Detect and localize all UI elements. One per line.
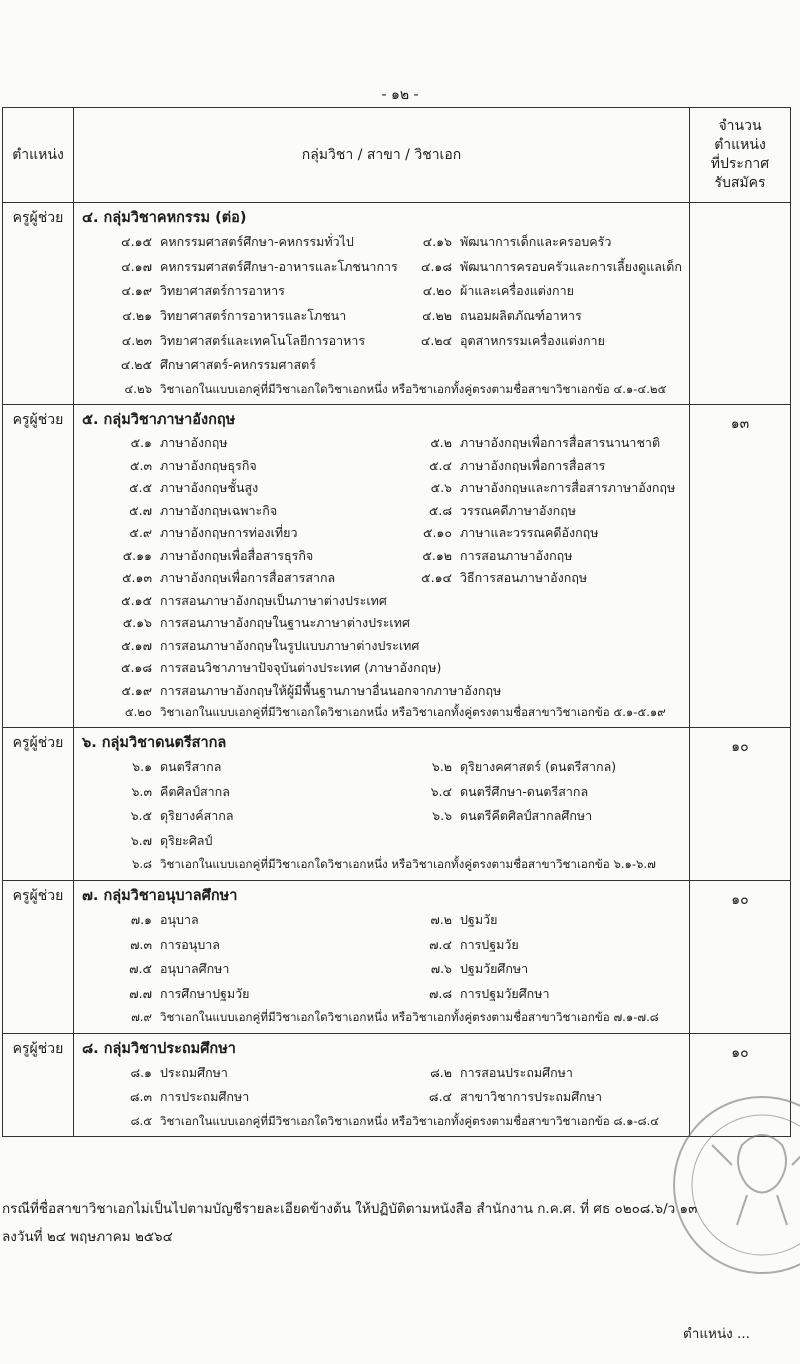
major-number: ๖.๖ — [432, 808, 452, 824]
major-number: ๗.๙ — [131, 1010, 152, 1025]
table-row — [3, 727, 791, 880]
major-number: ๘.๔ — [428, 1089, 452, 1105]
header-count-line: รับสมัคร — [714, 175, 766, 191]
major-text: วิทยาศาสตร์การอาหารและโภชนา — [160, 308, 347, 324]
major-number: ๔.๒๓ — [121, 332, 152, 348]
major-item — [82, 433, 412, 453]
major-number: ๕.๑๔ — [421, 570, 452, 586]
major-text: ภาษาอังกฤษเพื่อสื่อสารธุรกิจ — [160, 547, 314, 563]
major-item — [412, 501, 576, 521]
position-cell: ครูผู้ช่วย — [3, 880, 74, 1033]
major-number: ๔.๒๐ — [422, 283, 452, 299]
major-number: ๗.๗ — [129, 985, 152, 1001]
major-number: ๘.๒ — [430, 1064, 452, 1080]
major-item — [82, 1009, 659, 1027]
major-text: อนุบาล — [160, 911, 199, 927]
major-pair-row — [82, 279, 689, 304]
major-number: ๔.๑๗ — [121, 258, 152, 274]
major-single-row — [82, 612, 689, 635]
major-item — [82, 331, 412, 351]
major-item — [82, 523, 412, 543]
major-number: ๖.๘ — [132, 857, 152, 872]
major-number: ๔.๑๖ — [422, 234, 452, 250]
major-number: ๗.๕ — [129, 961, 152, 977]
major-single-row — [82, 657, 689, 680]
major-text: ภาษาและวรรณคดีอังกฤษ — [460, 525, 599, 541]
major-number: ๕.๑๗ — [121, 637, 152, 653]
major-number: ๔.๑๕ — [121, 234, 152, 250]
major-pair-row — [82, 455, 689, 478]
major-item — [412, 433, 660, 453]
major-item — [412, 806, 592, 826]
major-item — [82, 306, 412, 326]
header-count-line: จำนวน — [718, 118, 762, 134]
major-number: ๕.๓ — [130, 457, 152, 473]
major-number: ๗.๖ — [430, 961, 452, 977]
major-number: ๖.๑ — [132, 758, 152, 774]
major-pair-row — [82, 477, 689, 500]
major-single-row — [82, 1110, 689, 1135]
major-item — [82, 658, 441, 678]
major-text: ภาษาอังกฤษเพื่อการสื่อสารนานาชาติ — [460, 435, 661, 451]
header-count-line: ตำแหน่ง — [714, 137, 766, 153]
group-title: ๖. กลุ่มวิชาดนตรีสากล — [82, 734, 227, 751]
major-item — [82, 831, 212, 851]
table-row — [3, 405, 791, 728]
official-seal — [672, 1085, 800, 1285]
major-item — [82, 257, 412, 277]
major-text: วรรณคดีภาษาอังกฤษ — [460, 502, 577, 518]
major-number: ๕.๑๖ — [122, 615, 152, 631]
major-text: ผ้าและเครื่องแต่งกาย — [460, 283, 574, 299]
footer-note — [2, 1195, 797, 1251]
major-item — [82, 613, 410, 633]
major-item — [82, 1063, 412, 1083]
group-cell — [74, 1033, 690, 1137]
position-cell: ครูผู้ช่วย — [3, 203, 74, 405]
major-text: ประถมศึกษา — [160, 1064, 228, 1080]
major-item — [82, 935, 412, 955]
major-number: ๕.๑๘ — [120, 660, 152, 676]
position-cell: ครูผู้ช่วย — [3, 727, 74, 880]
major-pair-row — [82, 779, 689, 804]
major-item — [412, 1087, 602, 1107]
group-cell — [74, 880, 690, 1033]
major-text: การสอนวิชาภาษาปัจจุบันต่างประเทศ (ภาษาอังกฤษ) — [160, 660, 442, 676]
major-text: การสอนภาษาอังกฤษในฐานะภาษาต่างประเทศ — [160, 615, 410, 631]
major-pair-row — [82, 500, 689, 523]
major-item — [412, 257, 682, 277]
major-item — [412, 984, 549, 1004]
group-title: ๕. กลุ่มวิชาภาษาอังกฤษ — [82, 412, 236, 429]
major-number: ๕.๕ — [129, 480, 152, 496]
major-item — [412, 331, 605, 351]
major-item — [82, 281, 412, 301]
major-single-row — [82, 635, 689, 658]
major-text: การอนุบาล — [160, 936, 220, 952]
major-number: ๕.๑๙ — [121, 682, 152, 698]
major-text: การสอนภาษาอังกฤษให้ผู้มีพื้นฐานภาษาอื่นนอกจากภาษาอังกฤษ — [160, 682, 502, 698]
major-number: ๕.๘ — [428, 502, 452, 518]
major-text: วิชาเอกในแบบเอกคู่ที่มีวิชาเอกใดวิชาเอกหนึ่ง หรือวิชาเอกทั้งคู่ตรงตามชื่อสาขาวิชาเอกข้อ ๔.๑-๔.๒๕ — [160, 381, 667, 396]
major-text: ดุริยะศิลป์ — [160, 832, 213, 848]
major-item — [82, 959, 412, 979]
major-item — [82, 1087, 412, 1107]
major-item — [82, 704, 666, 722]
major-number: ๔.๒๒ — [422, 308, 452, 324]
major-number: ๕.๑ — [130, 435, 152, 451]
major-pair-row — [82, 304, 689, 329]
major-number: ๕.๙ — [129, 525, 152, 541]
major-pair-row — [82, 230, 689, 255]
major-text: ภาษาอังกฤษ — [160, 435, 228, 451]
major-text: ศึกษาศาสตร์-คหกรรมศาสตร์ — [160, 357, 316, 373]
major-text: สาขาวิชาการประถมศึกษา — [460, 1089, 602, 1105]
major-text: ภาษาอังกฤษการท่องเที่ยว — [160, 525, 298, 541]
major-number: ๘.๕ — [130, 1114, 152, 1129]
major-pair-row — [82, 981, 689, 1006]
major-number: ๖.๗ — [130, 832, 152, 848]
major-item — [412, 546, 573, 566]
major-text: ดุริยางค์สากล — [160, 808, 234, 824]
major-number: ๕.๒ — [430, 435, 452, 451]
table-header-row — [3, 108, 791, 203]
group-title: ๔. กลุ่มวิชาคหกรรม (ต่อ) — [82, 210, 247, 226]
major-item — [412, 456, 605, 476]
major-number: ๔.๒๑ — [122, 308, 152, 324]
major-text: ภาษาอังกฤษเพื่อการสื่อสาร — [460, 457, 606, 473]
major-item — [82, 636, 419, 656]
major-number: ๔.๒๖ — [124, 381, 152, 396]
major-item — [412, 281, 574, 301]
major-item — [82, 681, 501, 701]
position-cell: ครูผู้ช่วย — [3, 405, 74, 728]
major-single-row — [82, 353, 689, 378]
major-number: ๗.๑ — [130, 911, 152, 927]
header-position: ตำแหน่ง — [3, 108, 74, 203]
major-text: วิธีการสอนภาษาอังกฤษ — [460, 570, 588, 586]
major-number: ๖.๔ — [430, 783, 452, 799]
major-number: ๖.๕ — [130, 808, 152, 824]
major-pair-row — [82, 755, 689, 780]
major-item — [82, 456, 412, 476]
major-number: ๗.๘ — [428, 985, 452, 1001]
major-item — [82, 910, 412, 930]
header-count — [690, 108, 791, 203]
major-item — [82, 757, 412, 777]
major-item — [412, 478, 675, 498]
major-text: ดนตรีคีตศิลป์สากลศึกษา — [460, 808, 593, 824]
major-item — [412, 935, 519, 955]
major-item — [412, 910, 497, 930]
major-number: ๕.๑๕ — [121, 592, 152, 608]
major-item — [82, 355, 316, 375]
major-single-row — [82, 853, 689, 878]
count-cell: ๑๐ — [690, 880, 791, 1033]
signature-position: ตำแหน่ง ... — [683, 1326, 750, 1342]
major-number: ๘.๓ — [129, 1089, 152, 1105]
major-item — [82, 782, 412, 802]
count-cell: ๑๐ — [690, 727, 791, 880]
group-title: ๘. กลุ่มวิชาประถมศึกษา — [82, 1040, 236, 1057]
major-item — [82, 568, 412, 588]
major-text: อุตสาหกรรมเครื่องแต่งกาย — [460, 332, 605, 348]
major-text: การสอนภาษาอังกฤษเป็นภาษาต่างประเทศ — [160, 592, 387, 608]
major-text: การปฐมวัยศึกษา — [460, 985, 550, 1001]
major-text: การสอนภาษาอังกฤษ — [460, 547, 573, 563]
major-pair-row — [82, 804, 689, 829]
footer-line: ลงวันที่ ๒๔ พฤษภาคม ๒๕๖๔ — [2, 1229, 173, 1245]
major-text: การสอนภาษาอังกฤษในรูปแบบภาษาต่างประเทศ — [160, 637, 420, 653]
group-cell — [74, 203, 690, 405]
major-text: คีตศิลป์สากล — [160, 783, 230, 799]
major-item — [82, 591, 387, 611]
major-number: ๕.๑๒ — [422, 547, 452, 563]
table-row — [3, 880, 791, 1033]
major-text: ปฐมวัยศึกษา — [460, 961, 529, 977]
major-item — [82, 806, 412, 826]
group-cell — [74, 405, 690, 728]
major-text: ภาษาอังกฤษและการสื่อสารภาษาอังกฤษ — [460, 480, 676, 496]
major-single-row — [82, 702, 689, 725]
count-cell — [690, 203, 791, 405]
major-text: วิทยาศาสตร์การอาหาร — [160, 283, 285, 299]
table-row — [3, 203, 791, 405]
major-number: ๗.๓ — [130, 936, 152, 952]
major-text: ปฐมวัย — [460, 911, 498, 927]
major-number: ๕.๑๑ — [122, 547, 152, 563]
major-item — [82, 1113, 659, 1131]
major-number: ๕.๗ — [129, 502, 152, 518]
major-text: คหกรรมศาสตร์ศึกษา-คหกรรมทั่วไป — [160, 234, 354, 250]
major-number: ๕.๑๓ — [122, 570, 152, 586]
major-number: ๘.๑ — [130, 1064, 152, 1080]
major-text: พัฒนาการครอบครัวและการเลี้ยงดูแลเด็ก — [460, 258, 682, 274]
recruitment-table — [2, 107, 791, 1137]
major-pair-row — [82, 255, 689, 280]
major-pair-row — [82, 932, 689, 957]
footer-line: กรณีที่ชื่อสาขาวิชาเอกไม่เป็นไปตามบัญชีรายละเอียดข้างต้น ให้ปฏิบัติตามหนังสือ สำนักงาน ก.ค.ศ. ที่ ศธ ๐๒๐๘.๖/ว ๑๓ — [2, 1201, 698, 1217]
major-number: ๖.๓ — [131, 783, 152, 799]
major-pair-row — [82, 432, 689, 455]
major-text: ภาษาอังกฤษชั้นสูง — [160, 480, 259, 496]
major-text: อนุบาลศึกษา — [160, 961, 230, 977]
major-item — [412, 959, 528, 979]
major-number: ๖.๒ — [431, 758, 452, 774]
major-text: วิชาเอกในแบบเอกคู่ที่มีวิชาเอกใดวิชาเอกหนึ่ง หรือวิชาเอกทั้งคู่ตรงตามชื่อสาขาวิชาเอกข้อ ๖.๑-๖.๗ — [160, 857, 656, 872]
major-text: การปฐมวัย — [460, 936, 519, 952]
major-item — [412, 523, 598, 543]
major-text: ภาษาอังกฤษเพื่อการสื่อสารสากล — [160, 570, 336, 586]
major-number: ๔.๒๔ — [420, 332, 452, 348]
major-text: วิชาเอกในแบบเอกคู่ที่มีวิชาเอกใดวิชาเอกหนึ่ง หรือวิชาเอกทั้งคู่ตรงตามชื่อสาขาวิชาเอกข้อ ๗.๑-๗.๘ — [160, 1010, 659, 1025]
major-item — [82, 546, 412, 566]
major-single-row — [82, 1006, 689, 1031]
major-text: วิชาเอกในแบบเอกคู่ที่มีวิชาเอกใดวิชาเอกหนึ่ง หรือวิชาเอกทั้งคู่ตรงตามชื่อสาขาวิชาเอกข้อ ๘.๑-๘.๔ — [160, 1114, 660, 1129]
major-number: ๔.๑๘ — [420, 258, 452, 274]
major-text: ดนตรีศึกษา-ดนตรีสากล — [460, 783, 589, 799]
major-pair-row — [82, 545, 689, 568]
major-text: ดนตรีสากล — [160, 758, 222, 774]
major-number: ๔.๑๙ — [121, 283, 152, 299]
major-number: ๗.๒ — [430, 911, 452, 927]
major-item — [412, 568, 587, 588]
major-pair-row — [82, 908, 689, 933]
major-text: ดุริยางคศาสตร์ (ดนตรีสากล) — [460, 758, 617, 774]
header-count-line: ที่ประกาศ — [710, 156, 770, 172]
major-pair-row — [82, 522, 689, 545]
group-cell — [74, 727, 690, 880]
major-pair-row — [82, 1085, 689, 1110]
major-text: การประถมศึกษา — [160, 1089, 250, 1105]
major-item — [412, 232, 611, 252]
major-item — [82, 984, 412, 1004]
major-item — [82, 381, 666, 399]
major-pair-row — [82, 957, 689, 982]
header-group: กลุ่มวิชา / สาขา / วิชาเอก — [74, 108, 690, 203]
major-item — [82, 856, 656, 874]
major-number: ๕.๔ — [429, 457, 452, 473]
major-item — [82, 478, 412, 498]
group-title: ๗. กลุ่มวิชาอนุบาลศึกษา — [82, 887, 238, 904]
count-cell: ๑๓ — [690, 405, 791, 728]
major-text: การสอนประถมศึกษา — [460, 1064, 573, 1080]
major-item — [412, 782, 588, 802]
major-item — [412, 757, 616, 777]
major-text: คหกรรมศาสตร์ศึกษา-อาหารและโภชนาการ — [160, 258, 398, 274]
major-text: วิทยาศาสตร์และเทคโนโลยีการอาหาร — [160, 332, 366, 348]
major-number: ๔.๒๕ — [120, 357, 152, 373]
major-number: ๕.๒๐ — [124, 705, 152, 720]
major-item — [412, 306, 582, 326]
major-pair-row — [82, 567, 689, 590]
major-single-row — [82, 680, 689, 703]
major-text: ภาษาอังกฤษเฉพาะกิจ — [160, 502, 278, 518]
major-text: ภาษาอังกฤษธุรกิจ — [160, 457, 257, 473]
major-text: วิชาเอกในแบบเอกคู่ที่มีวิชาเอกใดวิชาเอกหนึ่ง หรือวิชาเอกทั้งคู่ตรงตามชื่อสาขาวิชาเอกข้อ ๕.๑-๕.๑๙ — [160, 705, 666, 720]
major-item — [82, 501, 412, 521]
major-text: พัฒนาการเด็กและครอบครัว — [460, 234, 612, 250]
page-number: - ๑๒ - — [381, 87, 419, 103]
major-number: ๕.๑๐ — [423, 525, 452, 541]
major-single-row — [82, 828, 689, 853]
major-number: ๗.๔ — [429, 936, 452, 952]
major-item — [412, 1063, 573, 1083]
major-number: ๕.๖ — [430, 480, 452, 496]
major-pair-row — [82, 328, 689, 353]
major-pair-row — [82, 1061, 689, 1086]
major-item — [82, 232, 412, 252]
major-single-row — [82, 590, 689, 613]
position-cell: ครูผู้ช่วย — [3, 1033, 74, 1137]
major-text: ถนอมผลิตภัณฑ์อาหาร — [460, 308, 582, 324]
major-text: การศึกษาปฐมวัย — [160, 985, 250, 1001]
count-cell: ๑๐ — [690, 1033, 791, 1137]
major-single-row — [82, 378, 689, 403]
